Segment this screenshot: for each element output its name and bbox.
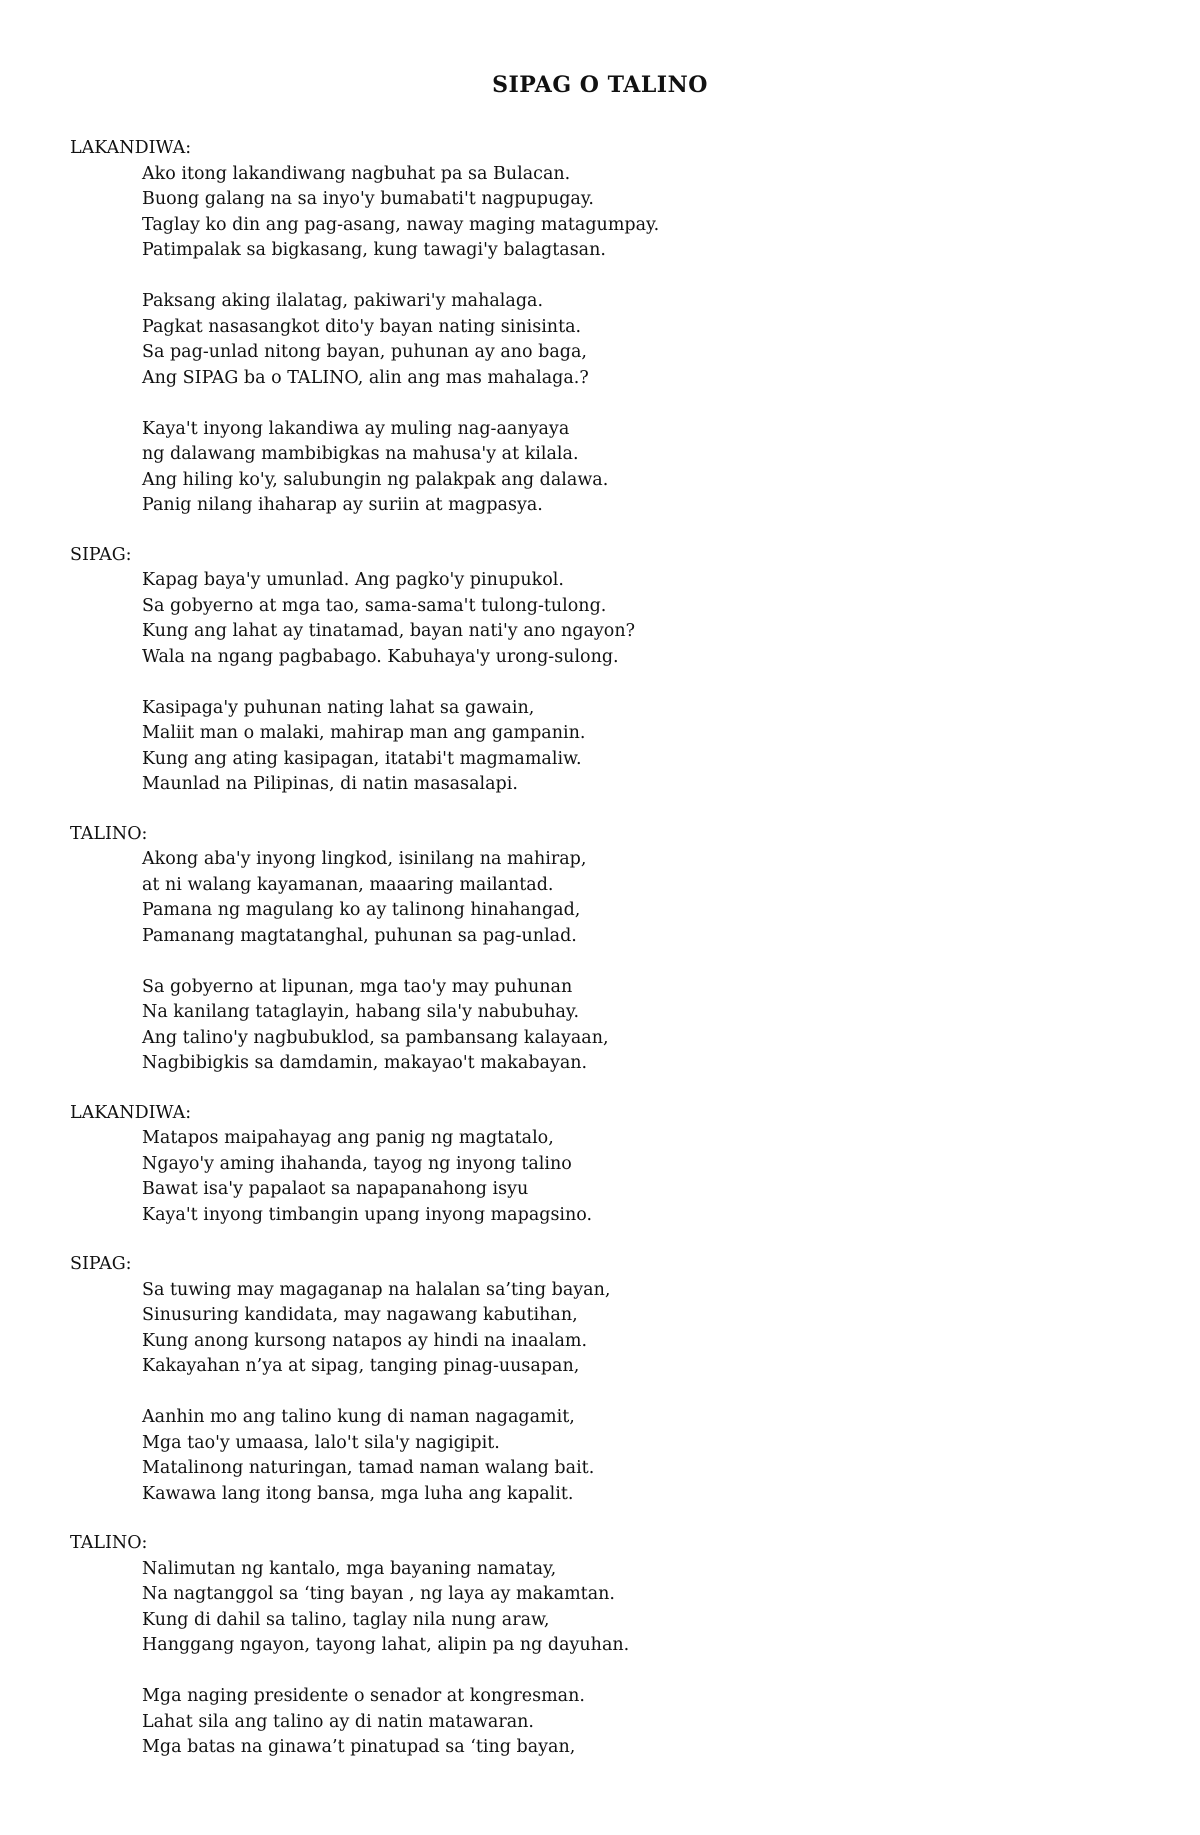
verse-line: Patimpalak sa bigkasang, kung tawagi'y balagtasan. — [142, 240, 606, 260]
verse-line: Mga batas na ginawa’t pinatupad sa ‘ting bayan, — [142, 1737, 576, 1757]
verse-line: Na kanilang tataglayin, habang sila'y nabubuhay. — [142, 1002, 580, 1022]
verse-line: Ako itong lakandiwang nagbuhat pa sa Bulacan. — [142, 163, 571, 184]
speaker-section — [70, 1531, 1150, 1761]
verse-line: Kung di dahil sa talino, taglay nila nung araw, — [142, 1609, 550, 1630]
verse-line: Kapag baya'y umunlad. Ang pagko'y pinupukol. — [142, 570, 564, 590]
document-title: SIPAG O TALINO — [492, 72, 708, 98]
verse-line: Kaya't inyong timbangin upang inyong mapagsino. — [142, 1204, 593, 1225]
verse-line: Sa tuwing may magaganap na halalan sa’ting bayan, — [142, 1279, 611, 1300]
stanza — [142, 1126, 1150, 1228]
stanza — [142, 975, 1150, 1077]
verse-line: Paksang aking ilalatag, pakiwari'y mahalaga. — [142, 291, 544, 311]
verse-line: Matapos maipahayag ang panig ng magtatalo, — [142, 1128, 554, 1148]
verse-line: Kaya't inyong lakandiwa ay muling nag-aanyaya — [142, 418, 570, 439]
verse-line: Maliit man o malaki, mahirap man ang gampanin. — [142, 723, 586, 743]
verse-line: Aanhin mo ang talino kung di naman nagagamit, — [142, 1407, 575, 1427]
verse-line: Wala na ngang pagbabago. Kabuhaya'y urong-sulong. — [142, 646, 619, 667]
verse-line: Kung anong kursong natapos ay hindi na inaalam. — [142, 1330, 588, 1351]
poem-body — [70, 136, 1150, 1785]
verse-line: Sinusuring kandidata, may nagawang kabutihan, — [142, 1305, 578, 1325]
verse-line: Lahat sila ang talino ay di natin matawaran. — [142, 1711, 534, 1732]
verse-line: Kakayahan n’ya at sipag, tanging pinag-uusapan, — [142, 1356, 580, 1376]
verse-line: Nalimutan ng kantalo, mga bayaning namatay, — [142, 1558, 557, 1579]
stanza — [142, 568, 1150, 670]
stanza — [142, 162, 1150, 264]
speaker-label: LAKANDIWA: — [70, 138, 192, 158]
stanza — [142, 1405, 1150, 1507]
verse-line: Sa gobyerno at mga tao, sama-sama't tulong-tulong. — [142, 595, 607, 616]
speaker-section — [70, 1252, 1150, 1507]
verse-line: at ni walang kayamanan, maaaring mailantad. — [142, 874, 554, 895]
verse-line: Kung ang ating kasipagan, itatabi't magmamaliw. — [142, 748, 582, 769]
stanza — [142, 289, 1150, 391]
stanza — [142, 847, 1150, 949]
verse-line: Buong galang na sa inyo'y bumabati't nagpupugay. — [142, 189, 594, 209]
verse-line: Maunlad na Pilipinas, di natin masasalapi. — [142, 774, 518, 794]
speaker-section — [70, 543, 1150, 798]
stanza — [142, 696, 1150, 798]
verse-line: Mga tao'y umaasa, lalo't sila'y nagigipit. — [142, 1432, 500, 1453]
stanza — [142, 1278, 1150, 1380]
verse-line: Ang SIPAG ba o TALINO, alin ang mas mahalaga.? — [142, 367, 589, 388]
stanza — [142, 417, 1150, 519]
speaker-section — [70, 822, 1150, 1077]
verse-line: Akong aba'y inyong lingkod, isinilang na mahirap, — [142, 849, 587, 869]
speaker-section — [70, 136, 1150, 519]
speaker-label: TALINO: — [70, 823, 148, 844]
verse-line: Kasipaga'y puhunan nating lahat sa gawain, — [142, 697, 535, 718]
verse-line: Bawat isa'y papalaot sa napapanahong isyu — [142, 1179, 529, 1199]
verse-line: Sa gobyerno at lipunan, mga tao'y may puhunan — [142, 976, 573, 997]
speaker-section — [70, 1101, 1150, 1229]
verse-line: Hanggang ngayon, tayong lahat, alipin pa ng dayuhan. — [142, 1635, 630, 1655]
verse-line: Na nagtanggol sa ‘ting bayan , ng laya ay makamtan. — [142, 1584, 615, 1604]
verse-line: Kung ang lahat ay tinatamad, bayan nati'y ano ngayon? — [142, 621, 635, 641]
verse-line: Mga naging presidente o senador at kongresman. — [142, 1686, 585, 1706]
verse-line: Pamanang magtatanghal, puhunan sa pag-unlad. — [142, 925, 577, 946]
verse-line: Pamana ng magulang ko ay talinong hinahangad, — [142, 900, 581, 920]
verse-line: Ang hiling ko'y, salubungin ng palakpak ang dalawa. — [142, 469, 609, 490]
speaker-label: LAKANDIWA: — [70, 1102, 192, 1123]
verse-line: Panig nilang ihaharap ay suriin at magpasya. — [142, 495, 543, 515]
verse-line: Pagkat nasasangkot dito'y bayan nating sinisinta. — [142, 316, 582, 337]
verse-line: Ang talino'y nagbubuklod, sa pambansang kalayaan, — [142, 1027, 609, 1048]
verse-line: Ngayo'y aming ihahanda, tayog ng inyong talino — [142, 1153, 572, 1174]
verse-line: Sa pag-unlad nitong bayan, puhunan ay ano baga, — [142, 342, 587, 362]
verse-line: Matalinong naturingan, tamad naman walang bait. — [142, 1458, 595, 1478]
speaker-label: SIPAG: — [70, 1254, 132, 1274]
verse-line: Kawawa lang itong bansa, mga luha ang kapalit. — [142, 1483, 574, 1504]
verse-line: ng dalawang mambibigkas na mahusa'y at kilala. — [142, 444, 579, 464]
verse-line: Taglay ko din ang pag-asang, naway maging matagumpay. — [142, 214, 660, 235]
verse-line: Nagbibigkis sa damdamin, makayao't makabayan. — [142, 1053, 588, 1073]
stanza — [142, 1557, 1150, 1659]
speaker-label: SIPAG: — [70, 544, 132, 565]
speaker-label: TALINO: — [70, 1533, 148, 1553]
stanza — [142, 1684, 1150, 1761]
